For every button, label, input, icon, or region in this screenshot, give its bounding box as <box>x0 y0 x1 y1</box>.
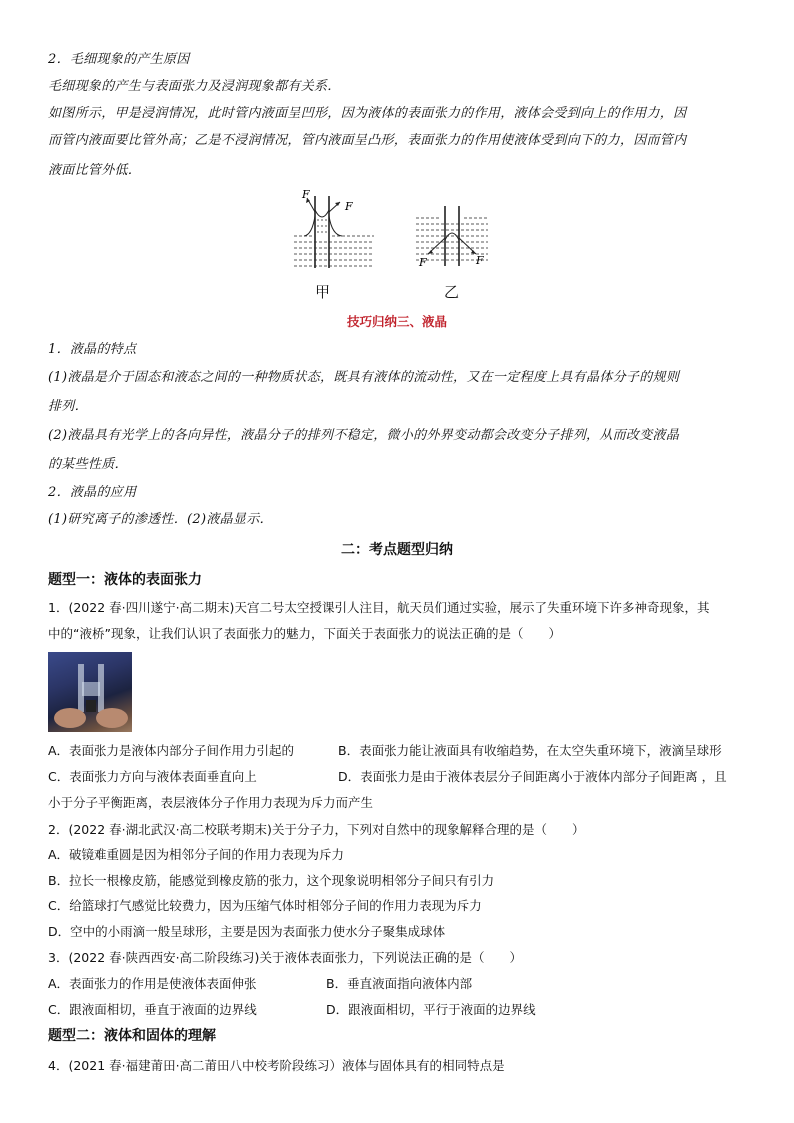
capillary-line1: 毛细现象的产生与表面张力及浸润现象都有关系． <box>48 79 341 94</box>
q2-stem: 2．(2022 春·湖北武汉·高二校联考期末)关于分子力，下列对自然中的现象解释合理的是（ ） <box>48 822 585 837</box>
q2-option-d: D．空中的小雨滴一般呈球形，主要是因为表面张力使水分子聚集成球体 <box>48 924 446 939</box>
figure-label-jia: 甲 <box>315 283 331 301</box>
capillary-heading: 2．毛细现象的产生原因 <box>48 52 190 67</box>
force-label: F <box>345 200 353 213</box>
q3-option-b: B．垂直液面指向液体内部 <box>326 976 473 991</box>
capillary-figure-jia <box>290 188 378 278</box>
liquid-crystal-p2-line1: (2)液晶具有光学上的各向异性，液晶分子的排列不稳定，微小的外界变动都会改变分子排列，从而改变液晶 <box>48 428 680 443</box>
liquid-crystal-p3: (1)研究离子的渗透性．(2)液晶显示． <box>48 512 273 527</box>
q1-option-c: C．表面张力方向与液体表面垂直向上 <box>48 769 257 784</box>
capillary-paragraph-line1: 如图所示，甲是浸润情况，此时管内液面呈凹形，因为液体的表面张力的作用，液体会受到向上的作用力，因 <box>48 106 687 121</box>
q2-option-c: C．给篮球打气感觉比较费力，因为压缩气体时相邻分子间的作用力表现为斥力 <box>48 898 482 913</box>
q3-stem: 3．(2022 春·陕西西安·高二阶段练习)关于液体表面张力，下列说法正确的是（ ） <box>48 950 522 965</box>
q2-option-a: A．破镜难重圆是因为相邻分子间的作用力表现为斥力 <box>48 847 345 862</box>
q4-stem: 4．(2021 春·福建莆田·高二莆田八中校考阶段练习）液体与固体具有的相同特点是 <box>48 1058 505 1073</box>
q1-option-d-line2: 小于分子平衡距离，表层液体分子作用力表现为斥力而产生 <box>48 795 374 810</box>
liquid-crystal-p1-line2: 排列． <box>48 399 88 414</box>
liquid-crystal-p1-line1: (1)液晶是介于固态和液态之间的一种物质状态，既具有液体的流动性，又在一定程度上具有晶体分子的规则 <box>48 370 680 385</box>
figure-label-yi: 乙 <box>444 283 460 301</box>
skill-section-title: 技巧归纳三、液晶 <box>346 314 447 329</box>
q3-option-a: A．表面张力的作用是使液体表面伸张 <box>48 976 257 991</box>
liquid-crystal-heading-1: 1．液晶的特点 <box>48 342 137 357</box>
q1-stem-line1: 1．(2022 春·四川遂宁·高二期末)天宫二号太空授课引人注目，航天员们通过实验，展示了失重环境下许多神奇现象，其 <box>48 600 710 615</box>
question-type-2-title: 题型二：液体和固体的理解 <box>48 1028 216 1044</box>
capillary-paragraph-line3: 液面比管外低． <box>48 163 142 178</box>
question-type-1-title: 题型一：液体的表面张力 <box>48 572 202 588</box>
q1-option-d-line1: D．表面张力是由于液体表层分子间距离小于液体内部分子间距离 ，且 <box>338 769 727 784</box>
force-label: F <box>476 254 484 267</box>
q3-option-c: C．跟液面相切，垂直于液面的边界线 <box>48 1002 257 1017</box>
q3-option-d: D．跟液面相切，平行于液面的边界线 <box>326 1002 536 1017</box>
q1-option-a: A．表面张力是液体内部分子间作用力引起的 <box>48 743 295 758</box>
force-label: F <box>419 256 427 269</box>
q1-stem-line2: 中的“液桥”现象，让我们认识了表面张力的魅力，下面关于表面张力的说法正确的是（ ） <box>48 626 561 641</box>
section-2-title: 二：考点题型归纳 <box>341 542 453 558</box>
q2-option-b: B．拉长一根橡皮筋，能感觉到橡皮筋的张力，这个现象说明相邻分子间只有引力 <box>48 873 495 888</box>
capillary-paragraph-line2: 而管内液面要比管外高；乙是不浸润情况，管内液面呈凸形，表面张力的作用使液体受到向下的力，因而管内 <box>48 133 687 148</box>
force-label: F <box>302 188 310 201</box>
capillary-figure-yi <box>412 204 492 278</box>
space-liquid-bridge-photo <box>48 652 132 732</box>
q1-option-b: B．表面张力能让液面具有收缩趋势，在太空失重环境下，液滴呈球形 <box>338 743 722 758</box>
liquid-crystal-heading-2: 2．液晶的应用 <box>48 485 137 500</box>
liquid-crystal-p2-line2: 的某些性质． <box>48 457 128 472</box>
